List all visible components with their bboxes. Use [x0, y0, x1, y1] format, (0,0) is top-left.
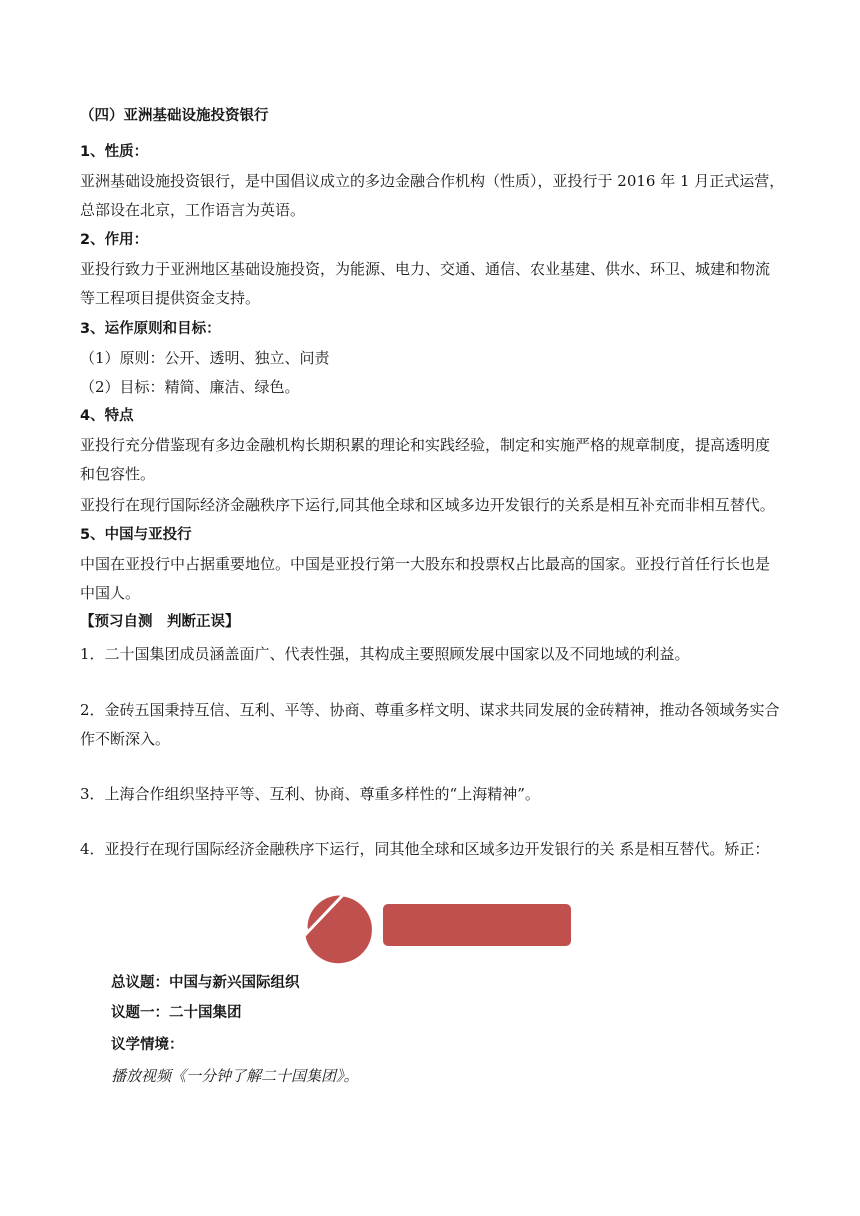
- quiz-item-2-line-2: 作不断深入。: [80, 730, 171, 748]
- china-aiib-text-1: 中国在亚投行中占据重要地位。中国是亚投行第一大股东和投票权占比最高的国家。亚投行首任行长也是: [80, 555, 771, 573]
- nature-text-1: 亚洲基础设施投资银行，是中国倡议成立的多边金融合作机构（性质），亚投行于 2016 年 1 月正式运营，: [80, 172, 785, 190]
- china-aiib-text-2: 中国人。: [80, 584, 141, 602]
- nature-title: 1、性质：: [80, 144, 149, 160]
- quiz-heading: 【预习自测 判断正误】: [80, 614, 240, 630]
- features-text-1: 亚投行充分借鉴现有多边金融机构长期积累的理论和实践经验，制定和实施严格的规章制度，提高透明度: [80, 436, 771, 454]
- banner-bar-shape: [382, 903, 572, 947]
- topic-content: 播放视频《一分钟了解二十国集团》。: [111, 1067, 359, 1085]
- quiz-item-3: 3．上海合作组织坚持平等、互利、协商、尊重多样性的“上海精神”。: [80, 785, 540, 803]
- nature-text-2: 总部设在北京，工作语言为英语。: [80, 201, 306, 219]
- features-text-3: 亚投行在现行国际经济金融秩序下运行,同其他全球和区域多边开发银行的关系是相互补充而非相互替代。: [80, 496, 775, 514]
- role-title: 2、作用：: [80, 232, 149, 248]
- role-text-2: 等工程项目提供资金支持。: [80, 289, 261, 307]
- role-text-1: 亚投行致力于亚洲地区基础设施投资，为能源、电力、交通、通信、农业基建、供水、环卫、城建和物流: [80, 260, 771, 278]
- topic-situation-label: 议学情境：: [111, 1037, 184, 1053]
- section-heading: （四）亚洲基础设施投资银行: [80, 108, 269, 124]
- quiz-item-1: 1．二十国集团成员涵盖面广、代表性强，其构成主要照顾发展中国家以及不同地域的利益。: [80, 645, 690, 663]
- principle-title: 3、运作原则和目标：: [80, 321, 221, 337]
- section-banner-graphic: [300, 890, 580, 970]
- features-text-2: 和包容性。: [80, 465, 156, 483]
- principle-item-1: （1）原则：公开、透明、独立、问责: [80, 349, 330, 367]
- topic-main: 总议题：中国与新兴国际组织: [111, 975, 300, 991]
- principle-item-2: （2）目标：精简、廉洁、绿色。: [80, 378, 300, 396]
- quiz-item-2-line-1: 2．金砖五国秉持互信、互利、平等、协商、尊重多样文明、谋求共同发展的金砖精神，推动各领域务实合: [80, 701, 780, 719]
- topic-sub: 议题一：二十国集团: [111, 1005, 242, 1021]
- china-aiib-title: 5、中国与亚投行: [80, 527, 192, 543]
- features-title: 4、特点: [80, 408, 134, 424]
- quiz-item-4: 4．亚投行在现行国际经济金融秩序下运行，同其他全球和区域多边开发银行的关 系是相互替代。矫正：: [80, 840, 770, 858]
